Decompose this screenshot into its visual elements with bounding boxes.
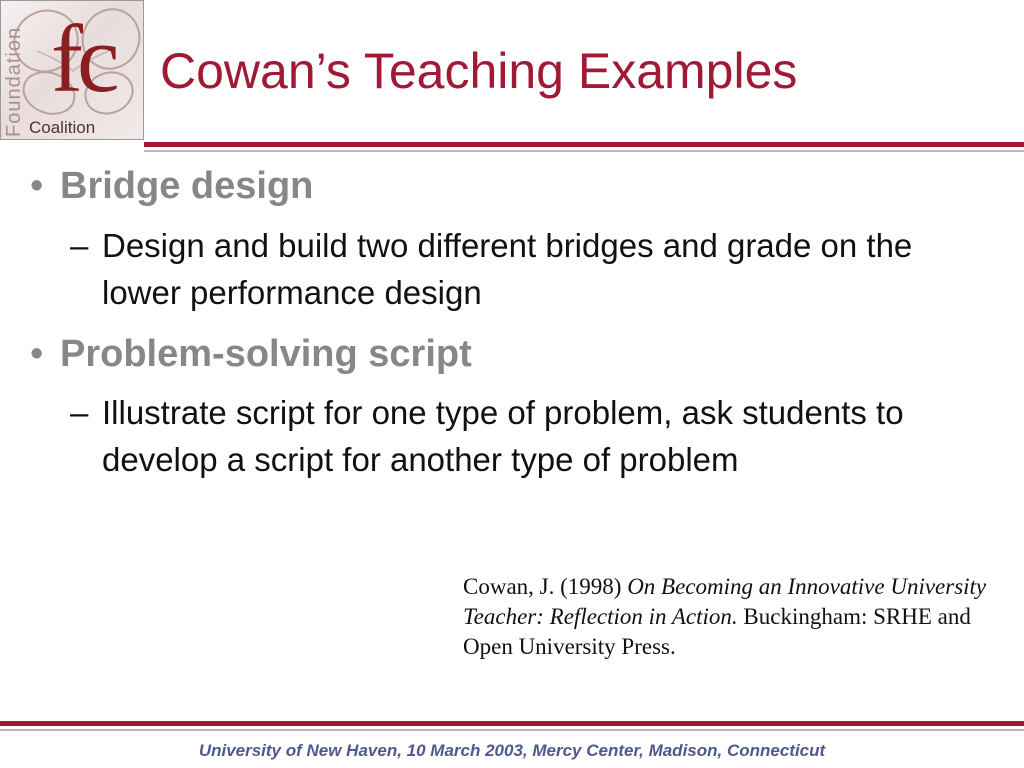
sub-bullet-dash: – <box>70 226 89 264</box>
header-divider-thick <box>144 142 1024 147</box>
footer-divider-thin <box>0 729 1024 731</box>
slide-body <box>30 164 990 483</box>
logo-monogram: fc <box>51 5 114 112</box>
sub-bullet-bridge-design <box>70 222 990 316</box>
foundation-coalition-logo <box>0 0 144 140</box>
logo-foundation-text: Foundation <box>3 26 25 137</box>
sub-bullet-text: Illustrate script for one type of problem, ask students to develop a script for another type of problem <box>102 394 904 479</box>
bullet-bridge-design <box>30 164 990 210</box>
bullet-heading: Problem-solving script <box>60 332 472 375</box>
footer-text: University of New Haven, 10 March 2003, Mercy Center, Madison, Connecticut <box>198 741 826 760</box>
bullet-dot-icon: • <box>30 165 44 207</box>
slide-title: Cowan’s Teaching Examples <box>160 43 798 99</box>
logo-coalition-text: Coalition <box>29 118 96 137</box>
sub-bullet-text: Design and build two different bridges and grade on the lower performance design <box>102 226 913 311</box>
bullet-dot-icon: • <box>30 332 44 375</box>
citation-author-year: Cowan, J. (1998) <box>463 574 628 599</box>
citation-book-title: On Becoming an Innovative University Teacher: Reflection in Action. <box>463 574 987 629</box>
sub-bullet-dash: – <box>70 394 89 432</box>
header-divider-thin <box>144 150 1024 152</box>
sub-bullet-problem-solving-script <box>70 389 990 483</box>
footer-divider-thick <box>0 721 1024 726</box>
citation-reference <box>463 572 993 662</box>
bullet-problem-solving-script <box>30 332 990 378</box>
bullet-heading: Bridge design <box>60 165 314 207</box>
citation-publisher: Buckingham: SRHE and Open University Press. <box>463 604 971 659</box>
